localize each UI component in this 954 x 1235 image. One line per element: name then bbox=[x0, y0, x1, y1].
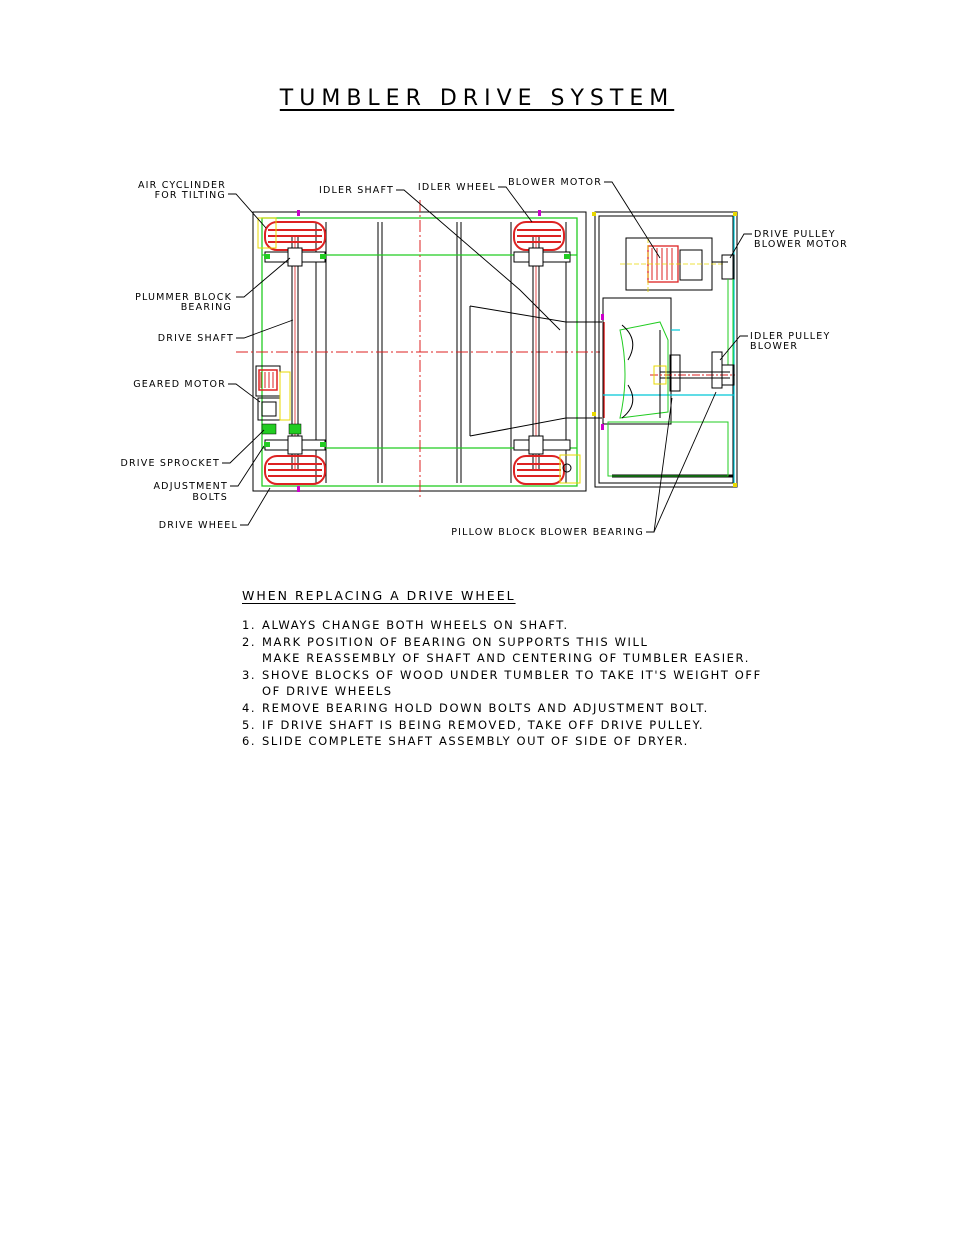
label-geared-motor: GEARED MOTOR bbox=[133, 379, 226, 390]
idler-shaft bbox=[533, 236, 539, 470]
instructions-list bbox=[242, 617, 802, 750]
page-title: TUMBLER DRIVE SYSTEM bbox=[279, 86, 675, 111]
leader-lines bbox=[222, 182, 752, 532]
bearing-green-marks bbox=[264, 254, 570, 447]
label-blower-motor: BLOWER MOTOR bbox=[508, 177, 602, 188]
label-drive-wheel: DRIVE WHEEL bbox=[158, 520, 238, 531]
label-idler-pulley-1: IDLER PULLEY bbox=[750, 331, 831, 342]
label-drive-pulley-2: BLOWER MOTOR bbox=[754, 239, 848, 250]
label-drive-sprocket: DRIVE SPROCKET bbox=[120, 458, 220, 469]
label-pillow-block: PILLOW BLOCK BLOWER BEARING bbox=[451, 527, 644, 538]
label-drive-pulley-1: DRIVE PULLEY bbox=[754, 229, 836, 240]
geared-motor bbox=[256, 366, 290, 420]
yellow-markers bbox=[592, 212, 737, 487]
callout-labels bbox=[120, 177, 847, 538]
instruction-item: 1. ALWAYS CHANGE BOTH WHEELS ON SHAFT. bbox=[242, 618, 569, 632]
instruction-item: 5. IF DRIVE SHAFT IS BEING REMOVED, TAKE OFF DRIVE PULLEY. bbox=[242, 717, 705, 732]
instruction-item: 3. SHOVE BLOCKS OF WOOD UNDER TUMBLER TO TAKE IT'S WEIGHT OFF OF DRIVE WHEELS bbox=[242, 667, 762, 699]
label-air-cylinder-1: AIR CYCLINDER bbox=[137, 180, 226, 191]
instruction-item: 2. MARK POSITION OF BEARING ON SUPPORTS THIS WILL MAKE REASSEMBLY OF SHAFT AND CENTERING OF TUMBLER EASIER. bbox=[242, 634, 750, 666]
plummer-block-bearings bbox=[265, 248, 570, 454]
label-plummer-block-2: BEARING bbox=[180, 302, 232, 313]
label-drive-shaft: DRIVE SHAFT bbox=[157, 333, 234, 344]
instruction-item: 4. REMOVE BEARING HOLD DOWN BOLTS AND ADJUSTMENT BOLT. bbox=[242, 700, 709, 715]
label-adjustment-1: ADJUSTMENT bbox=[153, 481, 228, 492]
label-idler-shaft: IDLER SHAFT bbox=[318, 185, 394, 196]
blower-wheel bbox=[608, 322, 728, 476]
label-plummer-block-1: PLUMMER BLOCK bbox=[135, 292, 232, 303]
blower-duct bbox=[470, 306, 604, 436]
drive-shaft bbox=[292, 236, 298, 470]
label-idler-pulley-2: BLOWER bbox=[750, 341, 799, 352]
drive-pulley bbox=[722, 255, 734, 385]
drive-sprocket bbox=[262, 424, 301, 434]
label-air-cylinder-2: FOR TILTING bbox=[154, 190, 226, 201]
instruction-item: 6. SLIDE COMPLETE SHAFT ASSEMBLY OUT OF SIDE OF DRYER. bbox=[242, 734, 689, 749]
label-adjustment-2: BOLTS bbox=[192, 492, 228, 503]
instructions-heading: WHEN REPLACING A DRIVE WHEEL bbox=[242, 588, 516, 603]
replacement-instructions bbox=[242, 588, 802, 750]
label-idler-wheel: IDLER WHEEL bbox=[417, 182, 496, 193]
